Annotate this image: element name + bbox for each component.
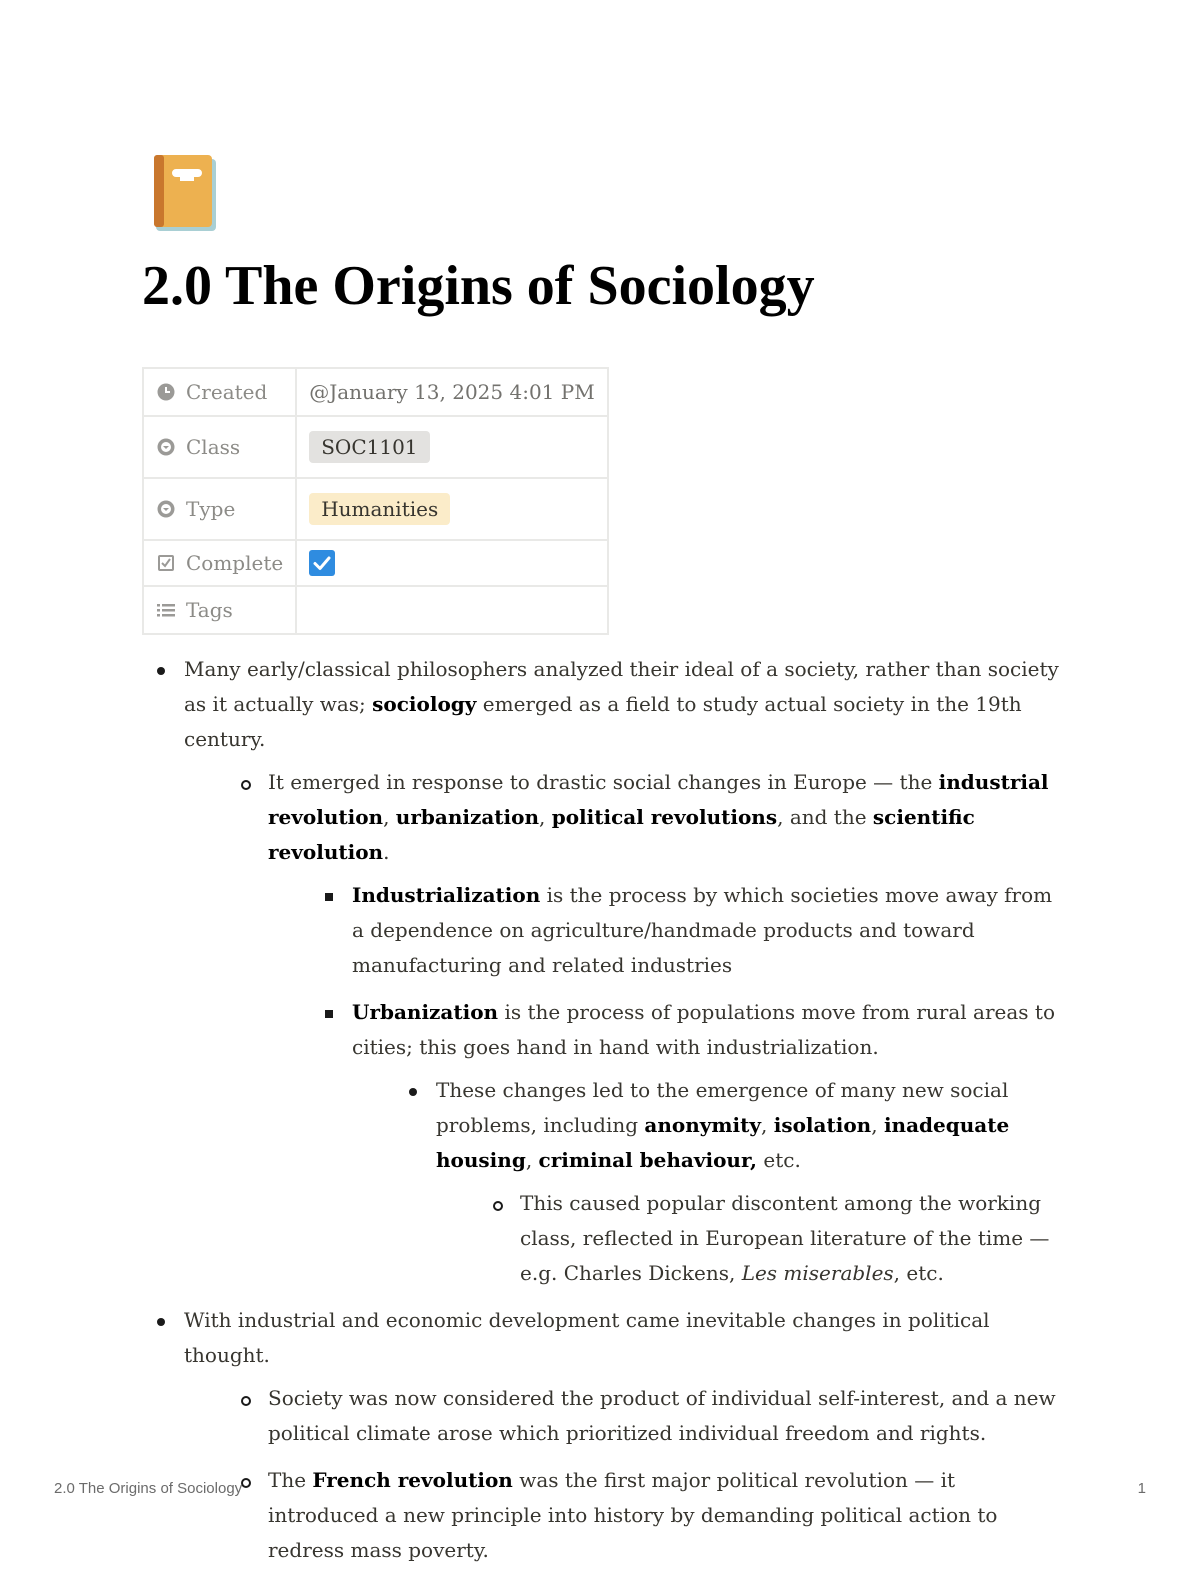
footer-title: 2.0 The Origins of Sociology: [54, 1480, 243, 1497]
property-label: Tags: [186, 598, 233, 622]
type-tag[interactable]: Humanities: [309, 493, 450, 525]
property-row-tags: [143, 586, 608, 634]
checkbox-icon: [156, 553, 176, 573]
property-value-tags[interactable]: [296, 586, 607, 634]
list-item: These changes led to the emergence of many new social problems, including anonymity, isolation, inadequate housing, criminal behaviour, etc. This caused popular discontent among the working class, reflected in European literature of the time — e.g. Charles Dickens, Les miserables, etc.: [394, 1073, 1062, 1291]
list-item: Urbanization is the process of populations move from rural areas to cities; this goes hand in hand with industrialization. These changes led to the emergence of many new social problems, including anonymity, isolation, inadequate housing, criminal behaviour, etc. This caused popular discontent among the working class, reflected in European literature of the time — e.g. Charles Dickens, Les miserables, etc.: [310, 995, 1062, 1291]
class-tag[interactable]: SOC1101: [309, 431, 429, 463]
property-row-complete: [143, 540, 608, 586]
bullet-list: [352, 1073, 1062, 1291]
list-item: Many early/classical philosophers analyzed their ideal of a society, rather than society as it actually was; sociology emerged as a field to study actual society in the 19th century. It emerged in response to drastic social changes in Europe — the industrial revolution, urbanization, political revolutions, and the scientific revolution. Industrialization is the process by which societies move away from a dependence on agriculture/handmade products and toward manufacturing and related industries Urbanization is the process of populations move from rural areas to cities; this goes hand in hand with industrialization. These changes led to the emergence of many new social problems, including anonymity, isolation, inadequate housing, criminal behaviour, etc. This caused popular discontent among the working class, reflected in European literature of the time — e.g. Charles Dickens, Les miserables, etc.: [142, 652, 1062, 1291]
property-label: Class: [186, 435, 241, 459]
property-key-complete: [143, 540, 296, 586]
bullet-list: [184, 765, 1062, 1291]
select-icon: [156, 499, 176, 519]
property-label: Complete: [186, 551, 284, 575]
property-row-class: [143, 416, 608, 478]
page-number: 1: [1137, 1480, 1146, 1497]
list-item: Society was now considered the product of individual self-interest, and a new political climate arose which prioritized individual freedom and rights.: [226, 1381, 1062, 1451]
property-key-type: [143, 478, 296, 540]
book-emoji-icon: [150, 153, 220, 233]
bullet-list: [142, 652, 1062, 1568]
property-row-created: [143, 368, 608, 416]
select-icon: [156, 437, 176, 457]
bullet-list: [436, 1186, 1062, 1291]
list-item: The French revolution was the first major political revolution — it introduced a new principle into history by demanding political action to redress mass poverty.: [226, 1463, 1062, 1568]
properties-table: [142, 367, 609, 635]
property-value-class[interactable]: [296, 416, 607, 478]
property-label: Type: [186, 497, 236, 521]
bullet-list: [268, 878, 1062, 1291]
property-key-created: [143, 368, 296, 416]
list-item: This caused popular discontent among the working class, reflected in European literature of the time — e.g. Charles Dickens, Les miserables, etc.: [478, 1186, 1062, 1291]
list-item: With industrial and economic development came inevitable changes in political thought. Society was now considered the product of individual self-interest, and a new political climate arose which prioritized individual freedom and rights. The French revolution was the first major political revolution — it introduced a new principle into history by demanding political action to redress mass poverty.: [142, 1303, 1062, 1568]
property-row-type: [143, 478, 608, 540]
property-key-tags: [143, 586, 296, 634]
property-key-class: [143, 416, 296, 478]
complete-checkbox[interactable]: [309, 550, 335, 576]
page-footer: [54, 1480, 1146, 1497]
bullet-list: [184, 1381, 1062, 1568]
property-value-type[interactable]: [296, 478, 607, 540]
page-title: 2.0 The Origins of Sociology: [142, 255, 815, 317]
property-value-created[interactable]: @January 13, 2025 4:01 PM: [296, 368, 607, 416]
page-body: [142, 652, 1062, 1580]
property-label: Created: [186, 380, 268, 404]
list-item: Industrialization is the process by which societies move away from a dependence on agriculture/handmade products and toward manufacturing and related industries: [310, 878, 1062, 983]
list-icon: [156, 600, 176, 620]
property-value-complete: [296, 540, 607, 586]
clock-icon: [156, 382, 176, 402]
list-item: It emerged in response to drastic social changes in Europe — the industrial revolution, urbanization, political revolutions, and the scientific revolution. Industrialization is the process by which societies move away from a dependence on agriculture/handmade products and toward manufacturing and related industries Urbanization is the process of populations move from rural areas to cities; this goes hand in hand with industrialization. These changes led to the emergence of many new social problems, including anonymity, isolation, inadequate housing, criminal behaviour, etc. This caused popular discontent among the working class, reflected in European literature of the time — e.g. Charles Dickens, Les miserables, etc.: [226, 765, 1062, 1291]
